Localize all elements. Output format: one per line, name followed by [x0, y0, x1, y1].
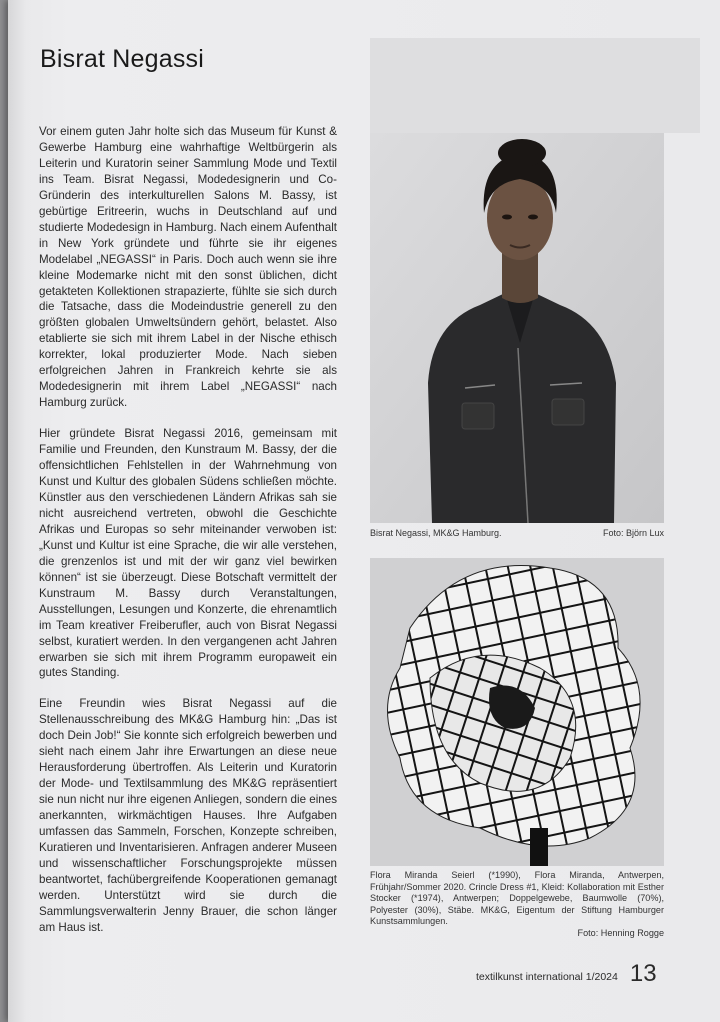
dress-photo	[370, 558, 664, 866]
portrait-photo-credit: Foto: Björn Lux	[602, 528, 664, 538]
paragraph: Hier gründete Bisrat Negassi 2016, gemeinsam mit Familie und Freunden, den Kunstraum M. Bassy, der die offensichtlichen Fehlstellen in der Wahrnehmung von Kunst und Kultur des globalen Südens schließen möchte. Künstler aus den verschiedenen Ländern Afrikas sah sie nicht ausreichend vertreten, obwohl die Geschichte Afrikas und Europas so sehr miteinander verwoben ist: „Kunst und Kultur ist eine Sprache, die wir alle verstehen, die grenzenlos ist und mit der wir ganz viel bewirken können“ ist sie überzeugt. Diese Botschaft vermittelt der Kunstraum M. Bassy durch Veranstaltungen, Ausstellungen, Lesungen und Konzerte, die ehrenamtlich im Team kreativer Freiberufler, auch von Bisrat Negassi selbst, kuratiert werden. In den vergangenen acht Jahren erwarben sie sich mit ihrem Programm europaweit ein gutes Standing.	[39, 427, 337, 680]
portrait-photo	[370, 133, 664, 523]
article-title: Bisrat Negassi	[40, 44, 204, 73]
page-footer	[476, 962, 657, 986]
article-body	[39, 124, 337, 951]
dress-caption	[370, 870, 664, 940]
paragraph: Vor einem guten Jahr holte sich das Museum für Kunst & Gewerbe Hamburg eine wahrhaftige Weltbürgerin als Leiterin und Kuratorin seiner Sammlung Mode und Textil ins Team. Bisrat Negassi, Modedesignerin und Co-Gründerin des interkulturellen Salons M. Bassy, ist gebürtige Eritreerin, wuchs in Deutschland auf und studierte Modedesign in Hamburg. Nach einem Aufenthalt in New York gründete und führte sie ihr eigenes Modelabel „NEGASSI“ in Paris. Doch auch wenn sie ihre kleine Modemarke nicht mit den sonst üblichen, dicht getakteten Kollektionen strapazierte, fühlte sie sich durch die Tatsache, dass die Modeindustrie generell zu den größten globalen Umweltsündern gehört, belastet. Also etablierte sie sich mit ihrem Label in der Nische ethisch korrekter, lokal produzierter Mode. Nach sieben erfolgreichen Jahren in Frankreich kehrte sie als Modedesignerin mit ihrem Label „NEGASSI“ nach Hamburg zurück.	[39, 125, 337, 410]
magazine-page	[8, 0, 720, 1022]
dress-caption-text: Flora Miranda Seierl (*1990), Flora Miranda, Antwerpen, Frühjahr/Sommer 2020. Crincle Dress #1, Kleid: Kollaboration mit Esther Stocker (*1974), Antwerpen; Doppelgewebe, Baumwolle (70%), Polyester (30%), Stäbe. MK&G, Eigentum der Stiftung Hamburger Kunstsammlungen.	[370, 870, 664, 927]
portrait-caption	[370, 528, 664, 538]
page-number: 13	[629, 960, 657, 987]
dress-photo-credit: Foto: Henning Rogge	[577, 927, 664, 938]
portrait-caption-text: Bisrat Negassi, MK&G Hamburg.	[370, 528, 502, 538]
magazine-issue: textilkunst international 1/2024	[476, 971, 618, 983]
photo-background-panel	[370, 38, 700, 133]
paragraph: Eine Freundin wies Bisrat Negassi auf die Stellenausschreibung des MK&G Hamburg hin: „Das ist doch Dein Job!“ Sie konnte sich erfolgreich bewerben und sieht nach einem Jahr ihre Erwartungen an diese neue Herausforderung übertroffen. Als Leiterin und Kuratorin der Mode- und Textilsammlung des MK&G repräsentiert sie nun nicht nur ihre eigenen Anliegen, sondern die eines anerkannten, wirkmächtigen Hauses. Ihre Aufgaben umfassen das Sammeln, Forschen, Konzepte schreiben, Kuratieren und Inventarisieren. Anfragen anderer Museen und wissenschaftlicher Forschungsprojekte müssen beantwortet, fachübergreifende Kooperationen gemanagt werden. Unterstützt wird sie durch die Sammlungsverwalterin Jenny Brauer, die schon länger am Haus ist.	[39, 697, 337, 934]
